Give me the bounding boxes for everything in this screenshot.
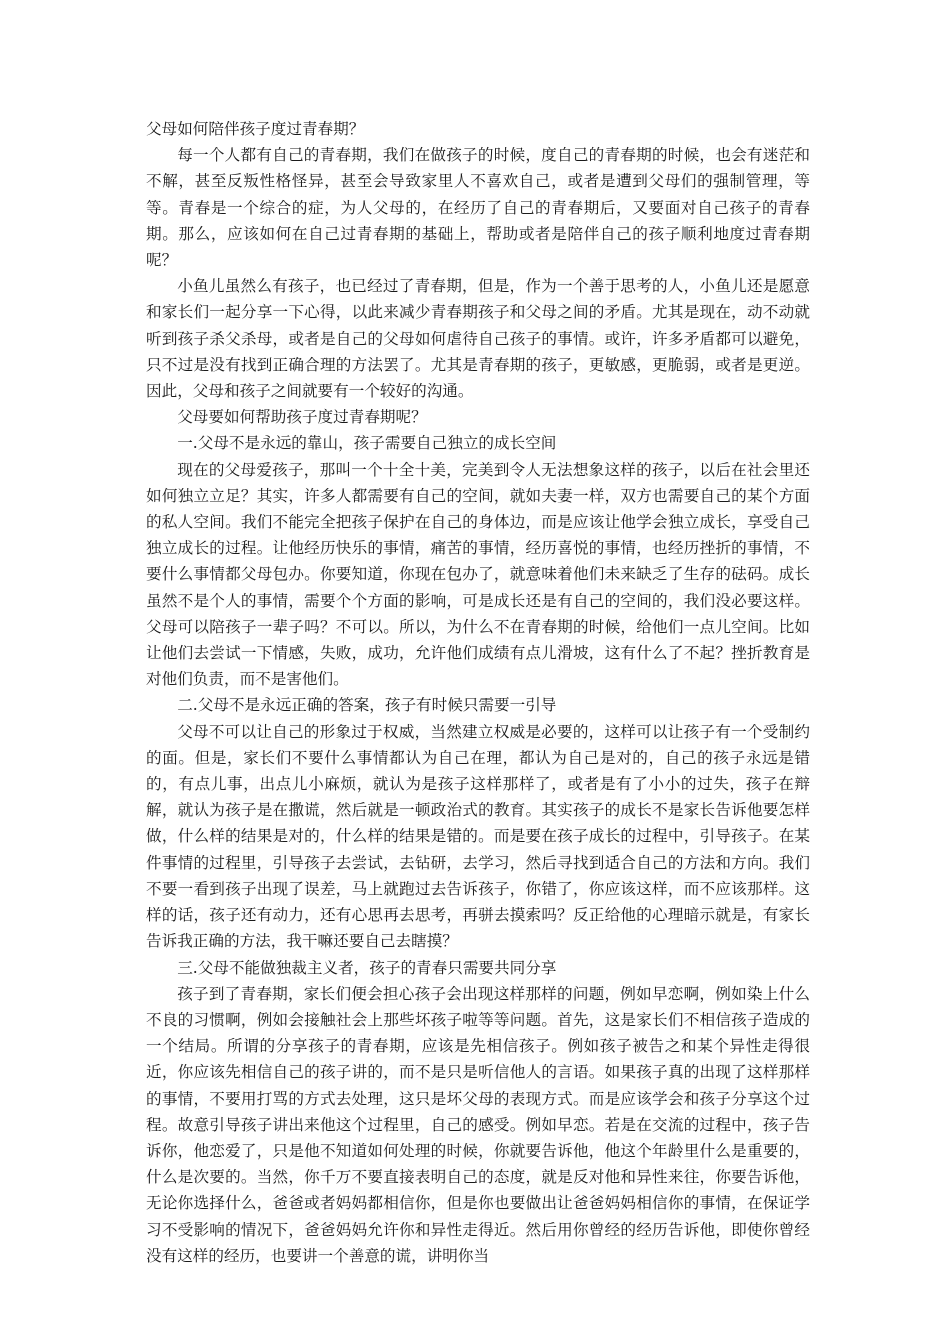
- section-heading-3: 三.父母不能做独裁主义者，孩子的青春只需要共同分享: [177, 958, 557, 977]
- section-heading-2: 二.父母不是永远正确的答案，孩子有时候只需要一引导: [177, 696, 557, 715]
- paragraph-section-3: 孩子到了青春期，家长们便会担心孩子会出现这样那样的问题，例如早恋啊，例如染上什么不良的习惯啊，例如会接触社会上那些坏孩子啦等等问题。首先，这是家长们不相信孩子造成的一个结局。所谓的分享孩子的青春期，应该是先相信孩子。例如孩子被告之和某个异性走得很近，你应该先相信自己的孩子讲的，而不是只是听信他人的言语。如果孩子真的出现了这样那样的事情，不要用打骂的方式去处理，这只是坏父母的表现方式。而是应该学会和孩子分享这个过程。故意引导孩子讲出来他这个过程里，自己的感受。例如早恋。若是在交流的过程中，孩子告诉你，他恋爱了，只是他不知道如何处理的时候，你就要告诉他，他这个年龄里什么是重要的，什么是次要的。当然，你千万不要直接表明自己的态度，就是反对他和异性来往，你要告诉他，无论你选择什么，爸爸或者妈妈都相信你，但是你也要做出让爸爸妈妈相信你的事情，在保证学习不受影响的情况下，爸爸妈妈允许你和异性走得近。然后用你曾经的经历告诉他，即使你曾经没有这样的经历，也要讲一个善意的谎，讲明你当: [146, 984, 810, 1265]
- paragraph-section-2: 父母不可以让自己的形象过于权威，当然建立权威是必要的，这样可以让孩子有一个受制约的面。但是，家长们不要什么事情都认为自己在理，都认为自己是对的，自己的孩子永远是错的，有点儿事，出点儿小麻烦，就认为是孩子这样那样了，或者是有了小小的过失，孩子在辩解，就认为孩子是在撒谎，然后就是一顿政治式的教育。其实孩子的成长不是家长告诉他要怎样做，什么样的结果是对的，什么样的结果是错的。而是要在孩子成长的过程中，引导孩子。在某件事情的过程里，引导孩子去尝试，去钻研，去学习，然后寻找到适合自己的方法和方向。我们不要一看到孩子出现了误差，马上就跑过去告诉孩子，你错了，你应该这样，而不应该那样。这样的话，孩子还有动力，还有心思再去思考，再骈去摸索吗？反正给他的心理暗示就是，有家长告诉我正确的方法，我干嘛还要自己去瞎摸？: [146, 722, 810, 951]
- paragraph-author-note: 小鱼儿虽然么有孩子，也已经过了青春期，但是，作为一个善于思考的人，小鱼儿还是愿意和家长们一起分享一下心得，以此来减少青春期孩子和父母之间的矛盾。尤其是现在，动不动就听到孩子杀父杀母，或者是自己的父母如何虐待自己孩子的事情。或许，许多矛盾都可以避免，只不过是没有找到正确合理的方法罢了。尤其是青春期的孩子，更敏感，更脆弱，或者是更逆。因此，父母和孩子之间就要有一个较好的沟通。: [146, 277, 810, 401]
- document-title: 父母如何陪伴孩子度过青春期？: [146, 120, 365, 138]
- section-heading-1: 一.父母不是永远的靠山，孩子需要自己独立的成长空间: [177, 434, 557, 453]
- paragraph-question: 父母要如何帮助孩子度过青春期呢？: [177, 408, 427, 427]
- paragraph-section-1: 现在的父母爱孩子，那叫一个十全十美，完美到令人无法想象这样的孩子，以后在社会里还如何独立立足？其实，许多人都需要有自己的空间，就如夫妻一样，双方也需要自己的某个方面的私人空间。我们不能完全把孩子保护在自己的身体边，而是应该让他学会独立成长，享受自己独立成长的过程。让他经历快乐的事情，痛苦的事情，经历喜悦的事情，也经历挫折的事情，不要什么事情都父母包办。你要知道，你现在包办了，就意味着他们未来缺乏了生存的砝码。成长虽然不是个人的事情，需要个个方面的影响，可是成长还是有自己的空间的，我们没必要这样。父母可以陪孩子一辈子吗？不可以。所以，为什么不在青春期的时候，给他们一点儿空间。比如让他们去尝试一下情感，失败，成功，允许他们成绩有点儿滑坡，这有什么了不起？挫折教育是对他们负责，而不是害他们。: [146, 460, 810, 689]
- paragraph-intro: 每一个人都有自己的青春期，我们在做孩子的时候，度自己的青春期的时候，也会有迷茫和不解，甚至反叛性格怪异，甚至会导致家里人不喜欢自己，或者是遭到父母们的强制管理，等等。青春是一个综合的症，为人父母的，在经历了自己的青春期后，又要面对自己孩子的青春期。那么，应该如何在自己过青春期的基础上，帮助或者是陪伴自己的孩子顺利地度过青春期呢？: [146, 146, 810, 270]
- document-page: [146, 116, 810, 1269]
